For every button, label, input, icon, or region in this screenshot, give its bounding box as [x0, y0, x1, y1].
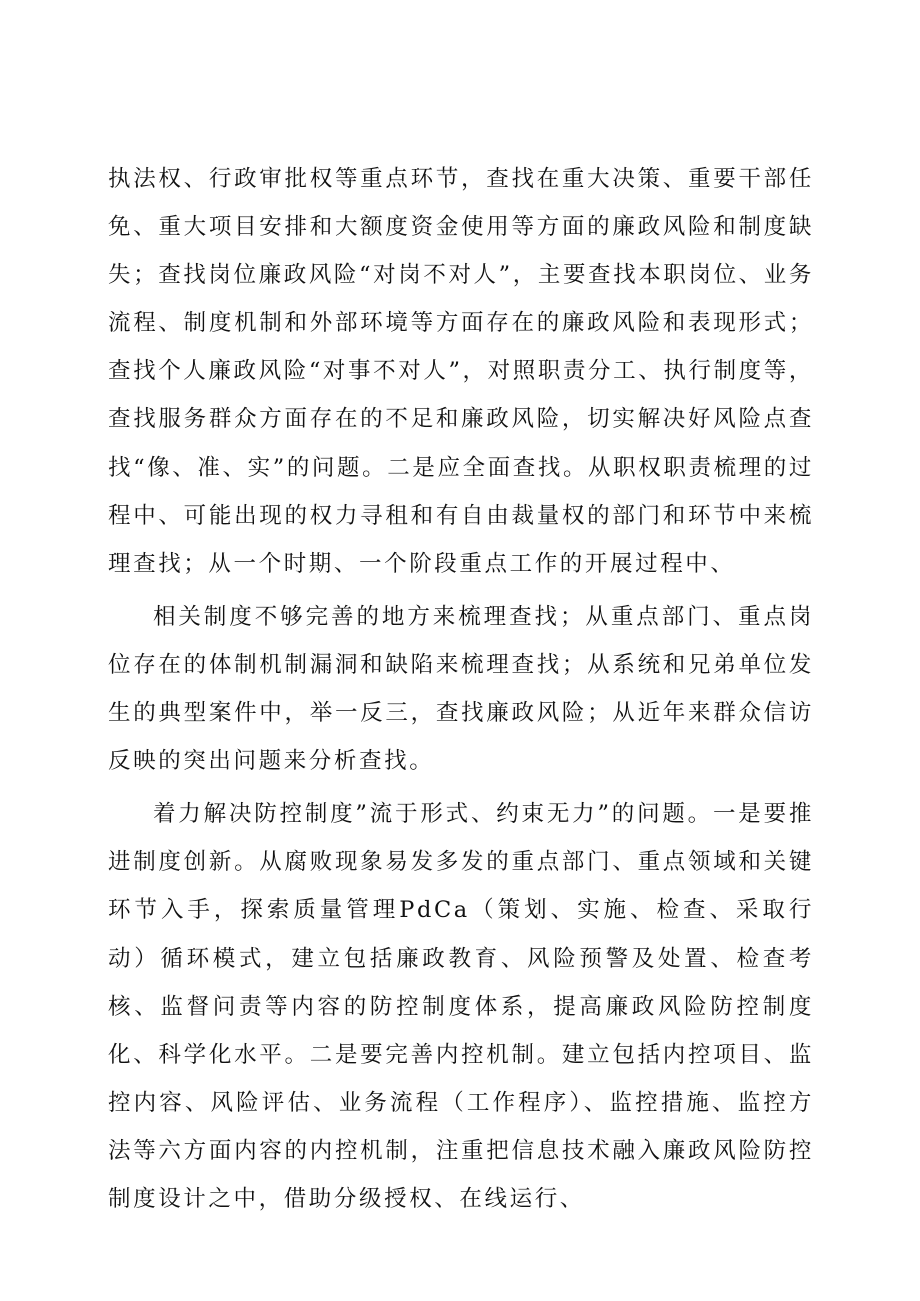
- paragraph-3: 着力解决防控制度”流于形式、约束无力”的问题。一是要推进制度创新。从腐败现象易发多发的重点部门、重点领域和关键环节入手，探索质量管理PdCa（策划、实施、检查、采取行动）循环模式，建立包括廉政教育、风险预警及处置、检查考核、监督问责等内容的防控制度体系，提高廉政风险防控制度化、科学化水平。二是要完善内控机制。建立包括内控项目、监控内容、风险评估、业务流程（工作程序）、监控措施、监控方法等六方面内容的内控机制，注重把信息技术融入廉政风险防控制度设计之中，借助分级授权、在线运行、: [108, 801, 814, 1212]
- paragraph-2: 相关制度不够完善的地方来梳理查找；从重点部门、重点岗位存在的体制机制漏洞和缺陷来梳理查找；从系统和兄弟单位发生的典型案件中，举一反三，查找廉政风险；从近年来群众信访反映的突出问题来分析查找。: [108, 603, 814, 775]
- document-body: [108, 155, 814, 1223]
- paragraph-1: 执法权、行政审批权等重点环节，查找在重大决策、重要干部任免、重大项目安排和大额度资金使用等方面的廉政风险和制度缺失；查找岗位廉政风险“对岗不对人”，主要查找本职岗位、业务流程、制度机制和外部环境等方面存在的廉政风险和表现形式；查找个人廉政风险“对事不对人”，对照职责分工、执行制度等，查找服务群众方面存在的不足和廉政风险，切实解决好风险点查找“像、准、实”的问题。二是应全面查找。从职权职责梳理的过程中、可能出现的权力寻租和有自由裁量权的部门和环节中来梳理查找；从一个时期、一个阶段重点工作的开展过程中、: [108, 166, 814, 577]
